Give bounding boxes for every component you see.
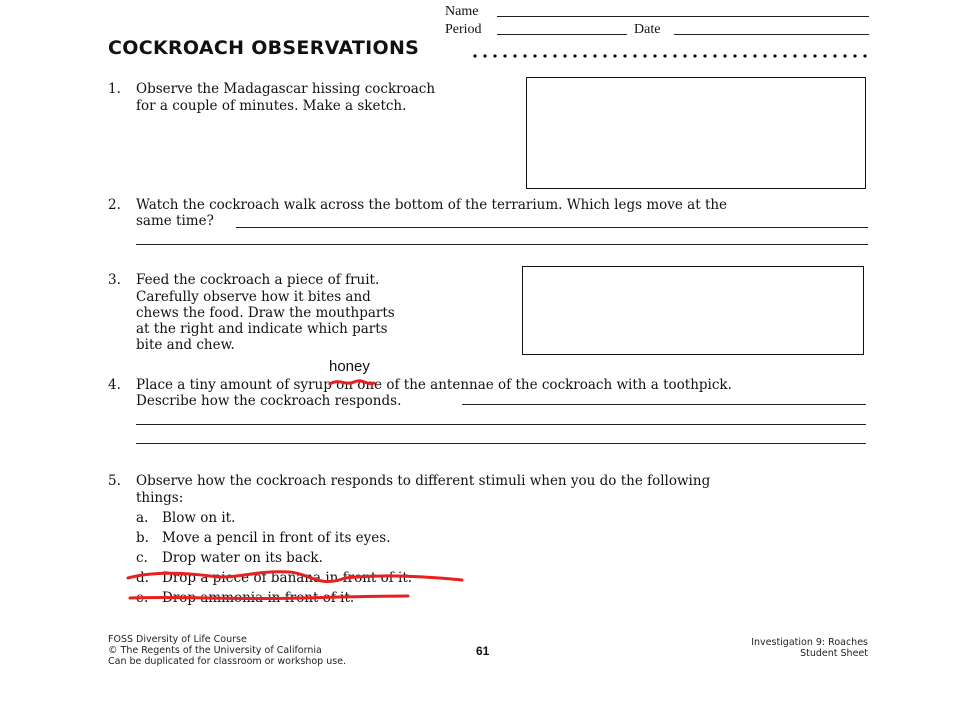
footer-student-sheet: Student Sheet xyxy=(800,648,868,659)
question-3-text-line-1: Feed the cockroach a piece of fruit. xyxy=(136,272,380,288)
question-1-number: 1. xyxy=(108,81,121,97)
question-3-text-line-5: bite and chew. xyxy=(136,337,235,353)
strike-item-e-mark xyxy=(130,596,408,599)
item-b-text: Move a pencil in front of its eyes. xyxy=(162,530,391,546)
date-label: Date xyxy=(634,22,661,37)
item-e-letter: e. xyxy=(136,590,149,606)
strike-item-d-mark xyxy=(128,572,462,582)
question-5-text-line-2: things: xyxy=(136,490,184,506)
question-5-text-line-1: Observe how the cockroach responds to different stimuli when you do the following xyxy=(136,473,711,489)
footer-left xyxy=(108,634,346,667)
item-a-text: Blow on it. xyxy=(162,510,236,526)
footer-copyright: © The Regents of the University of California xyxy=(108,645,322,656)
question-3-text-line-2: Carefully observe how it bites and xyxy=(136,289,371,305)
strike-syrup-mark xyxy=(330,381,374,384)
honey-annotation: honey xyxy=(329,358,370,375)
question-1-text-line-1: Observe the Madagascar hissing cockroach xyxy=(136,81,436,97)
question-1-text-line-2: for a couple of minutes. Make a sketch. xyxy=(136,98,407,114)
footer-investigation: Investigation 9: Roaches xyxy=(751,637,868,648)
struck-word-syrup: syrup xyxy=(293,377,332,393)
footer-right xyxy=(700,637,868,659)
question-2-number: 2. xyxy=(108,197,121,213)
question-4-number: 4. xyxy=(108,377,121,393)
question-2-text-line-1: Watch the cockroach walk across the bottom of the terrarium. Which legs move at the xyxy=(136,197,728,213)
page-number: 61 xyxy=(476,644,490,658)
period-label: Period xyxy=(445,22,482,37)
item-b-letter: b. xyxy=(136,530,149,546)
footer-course: FOSS Diversity of Life Course xyxy=(108,634,247,645)
item-c-text: Drop water on its back. xyxy=(162,550,323,566)
page-title: COCKROACH OBSERVATIONS xyxy=(108,37,420,59)
item-d-text: Drop a piece of banana in front of it. xyxy=(162,570,413,586)
item-a-letter: a. xyxy=(136,510,149,526)
question-4-text-part-2: on one of the antennae of the cockroach with a toothpick. xyxy=(331,377,732,393)
name-label: Name xyxy=(445,4,479,19)
question-3-text-line-3: chews the food. Draw the mouthparts xyxy=(136,305,395,321)
question-5-number: 5. xyxy=(108,473,121,489)
item-c-letter: c. xyxy=(136,550,148,566)
question-4-text-line-2: Describe how the cockroach responds. xyxy=(136,393,402,409)
question-3-number: 3. xyxy=(108,272,121,288)
question-4-text-part-1: Place a tiny amount of xyxy=(136,377,294,393)
footer-duplication-note: Can be duplicated for classroom or workshop use. xyxy=(108,656,347,667)
question-2-text-line-2: same time? xyxy=(136,213,214,229)
item-e-text: Drop ammonia in front of it. xyxy=(162,590,355,606)
item-d-letter: d. xyxy=(136,570,149,586)
question-3-text-line-4: at the right and indicate which parts xyxy=(136,321,388,337)
